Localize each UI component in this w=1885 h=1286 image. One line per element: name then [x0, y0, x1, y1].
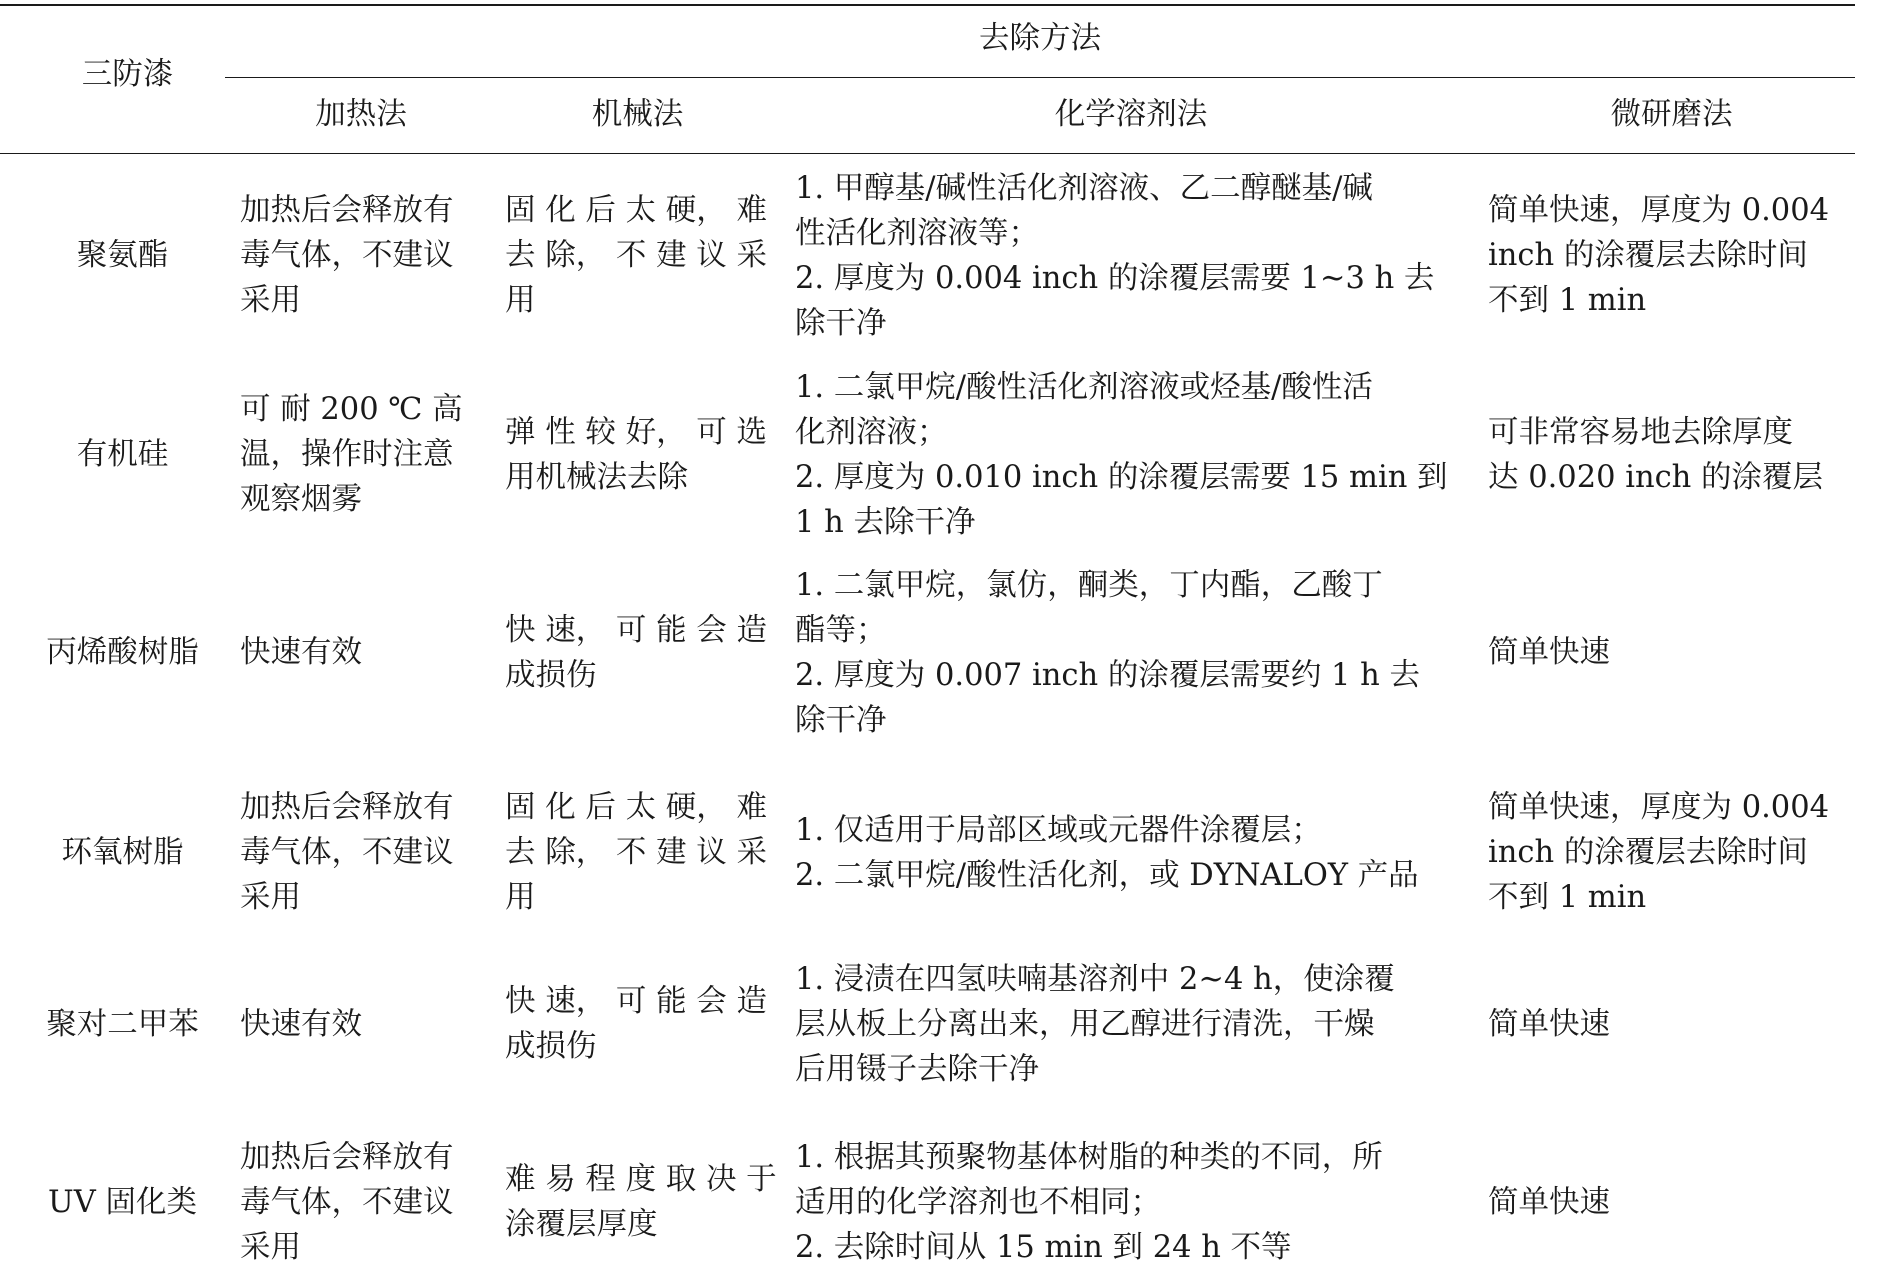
- cell-line: 去 除， 不 建 议 采: [505, 238, 767, 273]
- cell-line: inch 的涂覆层去除时间: [1488, 835, 1808, 870]
- cell-line: 简单快速: [1488, 635, 1610, 670]
- cell-mechanical: [505, 948, 769, 1100]
- cell-line: 不到 1 min: [1488, 283, 1647, 318]
- cell-micro: [1488, 948, 1850, 1100]
- cell-line: 层从板上分离出来，用乙醇进行清洗，干燥: [795, 1006, 1375, 1042]
- cell-line: 可非常容易地去除厚度: [1488, 414, 1793, 450]
- cell-line: 1 h 去除干净: [795, 504, 976, 540]
- cell-line: 毒气体，不建议: [240, 835, 454, 870]
- cell-line: 后用镊子去除干净: [795, 1051, 1039, 1087]
- column-header-heating: 加热法: [315, 97, 407, 132]
- table-top-rule: [0, 4, 1855, 6]
- column-header-micro: 微研磨法: [1610, 97, 1733, 132]
- cell-line: 加热后会释放有: [240, 193, 454, 228]
- cell-line: 简单快速: [1488, 1184, 1610, 1220]
- cell-line: 简单快速，厚度为 0.004: [1488, 790, 1830, 825]
- cell-chemical: [795, 760, 1465, 945]
- cell-line: 1. 根据其预聚物基体树脂的种类的不同，所: [795, 1139, 1383, 1175]
- cell-line: 快速有效: [240, 1006, 362, 1042]
- cell-micro: [1488, 560, 1850, 745]
- cell-chemical: [795, 560, 1465, 745]
- header-bottom-rule: [0, 153, 1855, 154]
- cell-heating: [240, 560, 483, 745]
- cell-micro: [1488, 760, 1850, 945]
- cell-chemical: [795, 362, 1465, 547]
- cell-line: 毒气体，不建议: [240, 238, 454, 273]
- cell-line: 1. 甲醇基/碱性活化剂溶液、乙二醇醚基/碱: [795, 170, 1373, 206]
- cell-line: 采用: [240, 880, 301, 915]
- cell-chemical: [795, 163, 1465, 348]
- cell-line: 1. 二氯甲烷，氯仿，酮类，丁内酯，乙酸丁: [795, 567, 1383, 603]
- cell-line: 加热后会释放有: [240, 1139, 454, 1175]
- cell-heating: [240, 760, 483, 945]
- cell-line: 2. 厚度为 0.007 inch 的涂覆层需要约 1 h 去: [795, 657, 1420, 693]
- cell-line: 加热后会释放有: [240, 790, 454, 825]
- group-header-rule: [225, 77, 1855, 78]
- cell-line: 成损伤: [505, 657, 597, 693]
- cell-line: 用机械法去除: [505, 459, 688, 495]
- cell-line: 简单快速，厚度为 0.004: [1488, 193, 1830, 228]
- row-name: 有机硅: [76, 437, 169, 472]
- cell-line: 采用: [240, 1229, 301, 1265]
- cell-line: 适用的化学溶剂也不相同；: [795, 1184, 1161, 1220]
- cell-line: 涂覆层厚度: [505, 1207, 658, 1242]
- cell-micro: [1488, 1118, 1850, 1286]
- cell-line: 用: [505, 283, 536, 318]
- cell-line: 快速有效: [240, 635, 362, 670]
- cell-line: 可 耐 200 ℃ 高: [240, 392, 463, 427]
- cell-line: 酯等；: [795, 612, 887, 648]
- cell-line: 采用: [240, 283, 301, 318]
- row-name: UV 固化类: [48, 1184, 197, 1220]
- row-name: 丙烯酸树脂: [46, 635, 199, 670]
- column-header-mechanical: 机械法: [591, 97, 684, 132]
- cell-line: 性活化剂溶液等；: [795, 215, 1039, 251]
- cell-line: 简单快速: [1488, 1006, 1610, 1042]
- cell-line: 除干净: [795, 702, 887, 738]
- cell-heating: [240, 948, 483, 1100]
- cell-micro: [1488, 163, 1850, 348]
- cell-line: inch 的涂覆层去除时间: [1488, 238, 1808, 273]
- column-header-chemical: 化学溶剂法: [1054, 97, 1208, 132]
- cell-line: 1. 仅适用于局部区域或元器件涂覆层；: [795, 812, 1322, 848]
- cell-line: 不到 1 min: [1488, 880, 1647, 915]
- cell-heating: [240, 1118, 483, 1286]
- cell-mechanical: [505, 362, 769, 547]
- cell-line: 成损伤: [505, 1029, 597, 1064]
- cell-line: 固 化 后 太 硬， 难: [505, 193, 767, 228]
- cell-line: 2. 去除时间从 15 min 到 24 h 不等: [795, 1229, 1292, 1265]
- cell-micro: [1488, 362, 1850, 547]
- cell-line: 用: [505, 880, 536, 915]
- cell-line: 毒气体，不建议: [240, 1184, 454, 1220]
- cell-line: 去 除， 不 建 议 采: [505, 835, 767, 870]
- cell-heating: [240, 163, 483, 348]
- cell-line: 快 速， 可 能 会 造: [505, 612, 767, 648]
- cell-line: 化剂溶液；: [795, 414, 948, 450]
- cell-line: 固 化 后 太 硬， 难: [505, 790, 767, 825]
- row-name: 聚对二甲苯: [46, 1006, 199, 1042]
- cell-mechanical: [505, 560, 769, 745]
- cell-line: 1. 浸渍在四氢呋喃基溶剂中 2~4 h，使涂覆: [795, 961, 1395, 997]
- row-name: 环氧树脂: [61, 835, 184, 870]
- cell-line: 难 易 程 度 取 决 于: [505, 1162, 777, 1197]
- cell-line: 温，操作时注意: [240, 437, 454, 472]
- cell-line: 快 速， 可 能 会 造: [505, 984, 767, 1019]
- cell-line: 观察烟雾: [240, 482, 362, 517]
- cell-line: 2. 二氯甲烷/酸性活化剂，或 DYNALOY 产品: [795, 857, 1419, 893]
- cell-mechanical: [505, 1118, 777, 1286]
- group-header-cell: 去除方法: [979, 21, 1101, 56]
- cell-line: 除干净: [795, 305, 887, 341]
- cell-line: 达 0.020 inch 的涂覆层: [1488, 459, 1824, 495]
- cell-line: 2. 厚度为 0.004 inch 的涂覆层需要 1~3 h 去: [795, 260, 1435, 296]
- cell-heating: [240, 362, 483, 547]
- cell-line: 2. 厚度为 0.010 inch 的涂覆层需要 15 min 到: [795, 459, 1448, 495]
- row-header-cell: 三防漆: [81, 57, 174, 92]
- cell-mechanical: [505, 760, 769, 945]
- cell-line: 1. 二氯甲烷/酸性活化剂溶液或烃基/酸性活: [795, 369, 1373, 405]
- cell-mechanical: [505, 163, 769, 348]
- cell-line: 弹 性 较 好， 可 选: [505, 414, 767, 450]
- row-name: 聚氨酯: [76, 238, 169, 273]
- cell-chemical: [795, 1118, 1465, 1286]
- cell-chemical: [795, 948, 1465, 1100]
